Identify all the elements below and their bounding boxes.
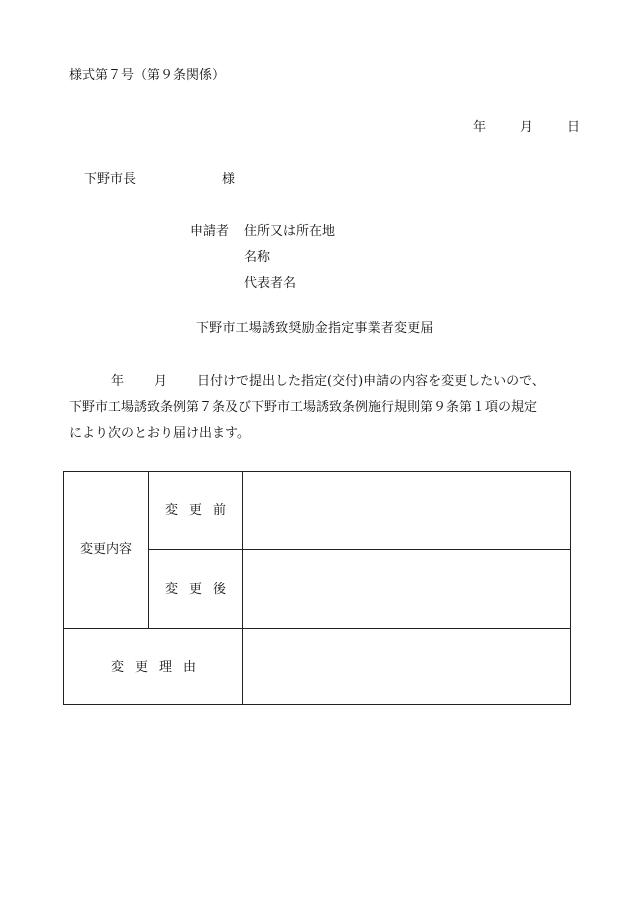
change-reason-label: 変更理由 — [110, 660, 207, 675]
body-month-label: 月 — [154, 374, 168, 389]
change-content-group-label: 変更内容 — [79, 542, 132, 557]
applicant-representative-label: 代表者名 — [244, 276, 297, 291]
before-change-label: 変更前 — [164, 503, 237, 518]
after-change-label: 変更後 — [164, 582, 237, 597]
body-year-label: 年 — [111, 374, 125, 389]
body-line-1-text: 日付けで提出した指定(交付)申請の内容を変更したいので、 — [197, 374, 545, 389]
body-line-1 — [111, 375, 545, 388]
date-line — [473, 121, 580, 134]
addressee-city: 下野市長 — [84, 172, 137, 187]
before-change-field[interactable] — [243, 472, 570, 549]
date-month-label: 月 — [520, 120, 534, 135]
addressee-honorific: 様 — [222, 172, 236, 187]
body-line-2: 下野市工場誘致条例第７条及び下野市工場誘致条例施行規則第９条第１項の規定 — [69, 400, 538, 415]
document-title: 下野市工場誘致奨励金指定事業者変更届 — [196, 321, 434, 336]
form-number: 様式第７号（第９条関係） — [69, 68, 226, 83]
after-change-field[interactable] — [243, 550, 570, 628]
date-day-label: 日 — [567, 120, 581, 135]
applicant-name-label: 名称 — [244, 250, 271, 265]
body-line-3: により次のとおり届け出ます。 — [69, 426, 250, 441]
change-reason-field[interactable] — [243, 629, 570, 704]
applicant-address-label: 住所又は所在地 — [244, 224, 336, 239]
applicant-label: 申請者 — [190, 224, 230, 239]
date-year-label: 年 — [473, 120, 487, 135]
